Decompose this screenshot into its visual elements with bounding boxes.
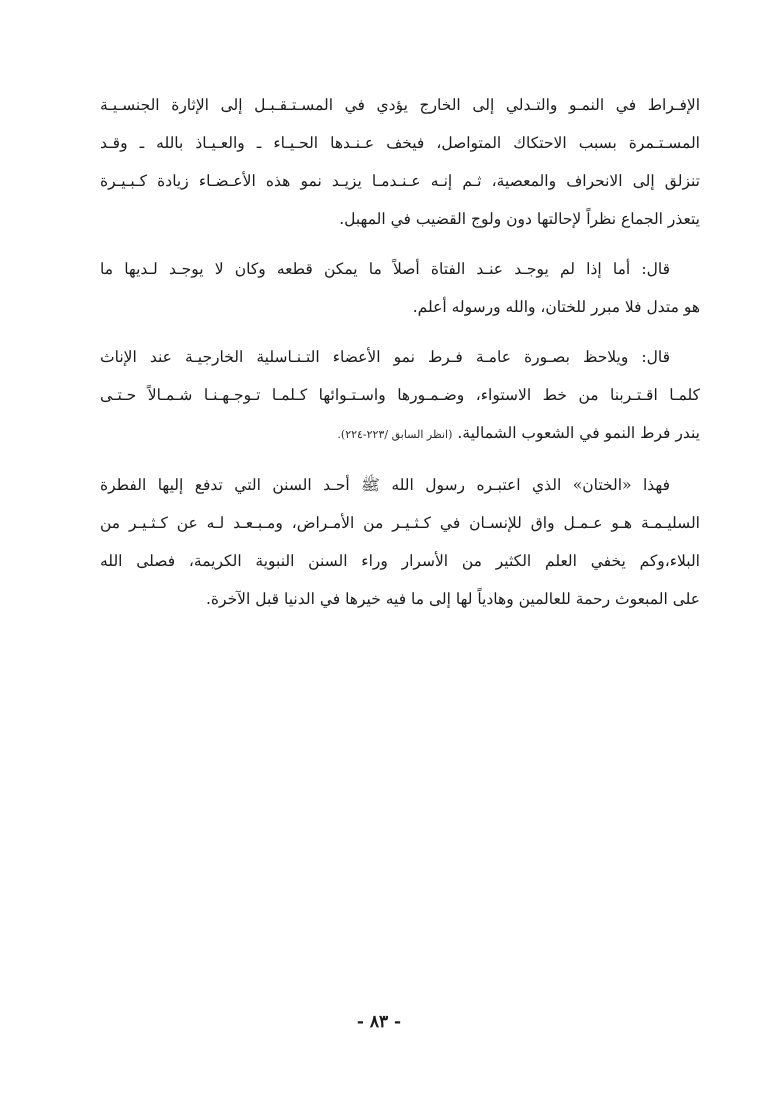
- paragraph-4: [100, 466, 700, 618]
- citation-reference: (انظر السابق /٢٢٣-٢٢٤).: [337, 428, 453, 441]
- text-line: تنزلق إلى الانحراف والمعصية، ثـم إنـه عـنـدمـا يزيـد نمو هذه الأعـضـاء زيادة كـبـيـرة: [100, 172, 700, 190]
- paragraph-2: [100, 250, 700, 326]
- text-line: قال: أما إذا لم يوجـد عنـد الفتاة أصلاً ما يمكن قطعه وكان لا يوجـد لـديها ما: [100, 260, 670, 278]
- page-body: [100, 86, 700, 630]
- page-number: - ٨٣ -: [356, 1012, 402, 1032]
- paragraph-1: [100, 86, 700, 238]
- text-line: على المبعوث رحمة للعالمين وهادياً لها إلى ما فيه خيرها في الدنيا قبل الآخرة.: [206, 590, 700, 608]
- text-line: البلاء،وكم يخفي العلم الكثير من الأسرار وراء السنن النبوية الكريمة، فصلى الله: [100, 552, 700, 570]
- text-line: قال: ويلاحظ بصـورة عامـة فـرط نمو الأعضاء التـنـاسلية الخارجيـة عند الإناث: [100, 348, 670, 366]
- text-line: يتعذر الجماع نظراً لإحالتها دون ولوج القضيب في المهبل.: [339, 210, 700, 228]
- text-line: المسـتـمرة بسبب الاحتكاك المتواصل، فيخف عـنـدها الحـيـاء ـ والعـيـاذ بالله ـ وقـد: [100, 134, 700, 152]
- text-line: هو متدل فلا مبرر للختان، والله ورسوله أعلم.: [412, 298, 700, 316]
- text-line: كلمـا اقـتـربنا من خط الاستواء، وضـمـورها واسـتـوائها كـلمـا تـوجـهـنـا شـمـالاً حـتـى: [100, 386, 700, 404]
- text-line: السليـمـة هـو عـمـل واق للإنسـان في كـثـيـر من الأمـراض، ومـبـعـد لـه عن كـثـيـر من: [100, 514, 700, 532]
- paragraph-3: [100, 338, 700, 454]
- text-line: فهذا «الختان» الذي اعتبـره رسول الله ﷺ أحـد السنن التي تدفع إليها الفطرة: [100, 476, 670, 494]
- text-line: يندر فرط النمو في الشعوب الشمالية.: [457, 424, 700, 442]
- text-line: الإفـراط في النمـو والتـدلي إلى الخارج يؤدي في المسـتـقـبـل إلى الإثارة الجنسـيـة: [100, 96, 700, 114]
- text-line-with-citation: [100, 414, 700, 454]
